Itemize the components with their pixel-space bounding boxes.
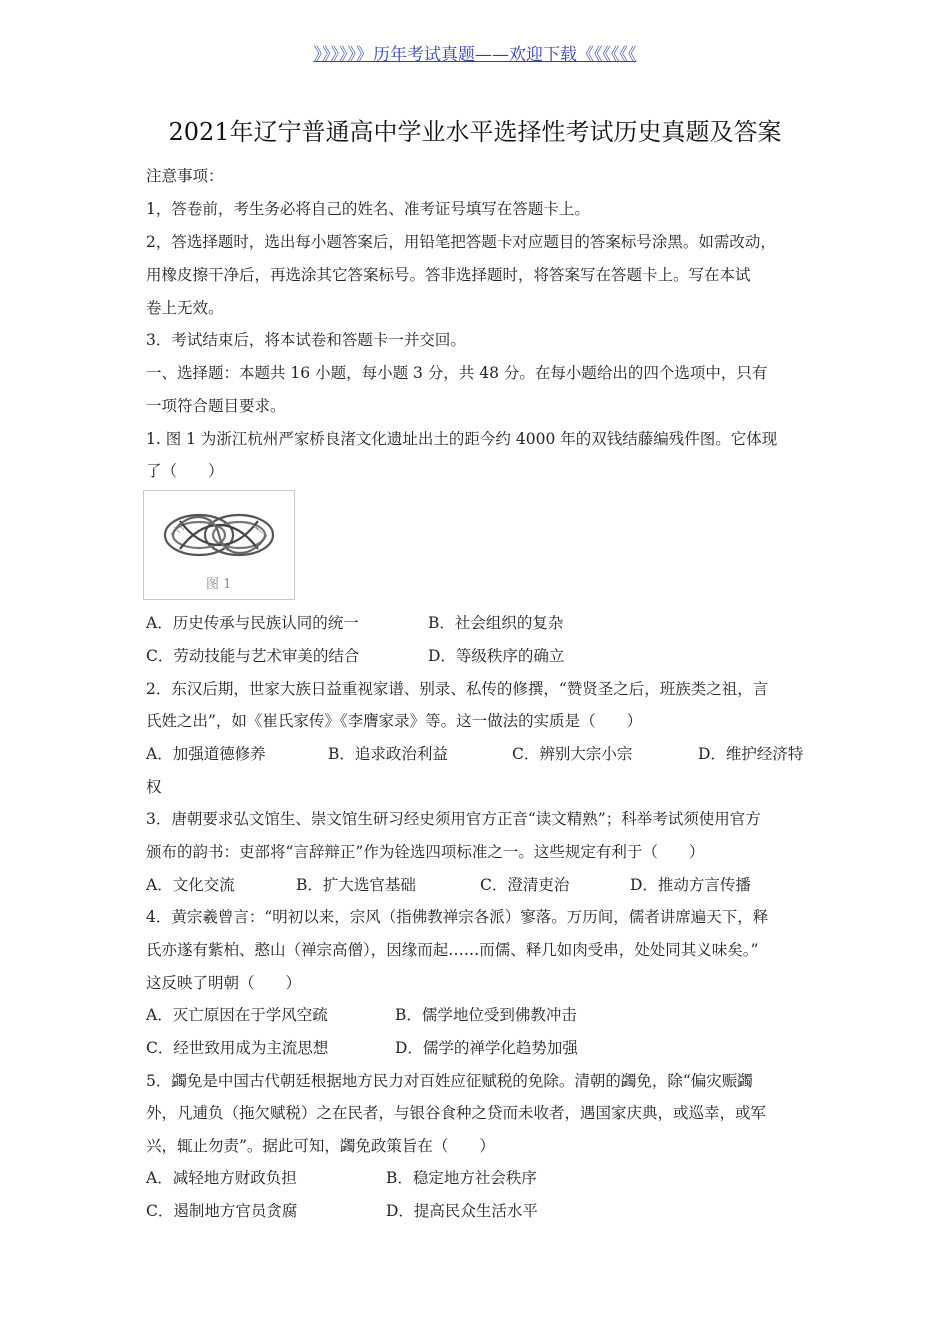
notice-item-2-line-1: 2，答选择题时，选出每小题答案后，用铅笔把答题卡对应题目的答案标号涂黑。如需改动， bbox=[146, 233, 776, 251]
q4-stem-line-2: 氏亦遂有紫柏、憨山（禅宗高僧），因缘而起……而儒、释几如肉受串，处处同其义味矣。” bbox=[146, 941, 759, 959]
q1-option-b: B．社会组织的复杂 bbox=[428, 614, 564, 632]
q5-option-c: C．遏制地方官员贪腐 bbox=[146, 1202, 298, 1220]
page-title: 2021年辽宁普通高中学业水平选择性考试历史真题及答案 bbox=[168, 118, 782, 146]
q2-option-c: C．辨别大宗小宗 bbox=[512, 745, 633, 763]
q1-option-a: A．历史传承与民族认同的统一 bbox=[146, 614, 359, 632]
section-intro-line-1: 一、选择题：本题共 16 小题，每小题 3 分，共 48 分。在每小题给出的四个选项中，只有 bbox=[146, 364, 768, 382]
q4-option-c: C．经世致用成为主流思想 bbox=[146, 1039, 329, 1057]
q4-option-d: D．儒学的禅学化趋势加强 bbox=[395, 1039, 578, 1057]
q3-stem-line-1: 3．唐朝要求弘文馆生、崇文馆生研习经史须用官方正音“读文精熟”；科举考试须使用官方 bbox=[146, 810, 761, 828]
q4-stem-line-3: 这反映了明朝（ ） bbox=[146, 974, 302, 992]
q5-stem-line-3: 兴，辄止勿责”。据此可知，蠲免政策旨在（ ） bbox=[146, 1137, 495, 1155]
q4-option-b: B．儒学地位受到佛教冲击 bbox=[395, 1006, 577, 1024]
q1-option-d: D．等级秩序的确立 bbox=[428, 647, 565, 665]
q5-stem-line-2: 外，凡逋负（拖欠赋税）之在民者，与银谷食种之贷而未收者，遇国家庆典，或巡幸，或军 bbox=[146, 1104, 767, 1122]
notice-item-2-line-2: 用橡皮擦干净后，再选涂其它答案标号。答非选择题时，将答案写在答题卡上。写在本试 bbox=[146, 266, 751, 284]
notice-item-3: 3．考试结束后，将本试卷和答题卡一并交回。 bbox=[146, 331, 466, 349]
q3-option-b: B．扩大选官基础 bbox=[296, 876, 416, 894]
q3-option-d: D．推动方言传播 bbox=[630, 876, 751, 894]
figure-1-label: 图 1 bbox=[206, 577, 232, 592]
q2-option-a: A．加强道德修养 bbox=[146, 745, 266, 763]
q1-stem-line-2: 了（ ） bbox=[146, 462, 224, 480]
q2-stem-line-2: 氏姓之出”，如《崔氏家传》《李膺家录》等。这一做法的实质是（ ） bbox=[146, 712, 643, 730]
q3-stem-line-2: 颁布的韵书：吏部将“言辞辩正”作为铨选四项标准之一。这些规定有利于（ ） bbox=[146, 843, 705, 861]
q4-option-a: A．灭亡原因在于学风空疏 bbox=[146, 1006, 328, 1024]
q4-stem-line-1: 4．黄宗羲曾言：“明初以来，宗风（指佛教禅宗各派）寥落。万历间，儒者讲席遍天下，释 bbox=[146, 908, 769, 926]
q5-option-d: D．提高民众生活水平 bbox=[386, 1202, 538, 1220]
notice-heading: 注意事项： bbox=[146, 167, 224, 185]
q3-option-a: A．文化交流 bbox=[146, 876, 235, 894]
q1-stem-line-1: 1. 图 1 为浙江杭州严家桥良渚文化遗址出土的距今约 4000 年的双钱结藤编残件图。它体现 bbox=[146, 430, 778, 448]
notice-item-1: 1，答卷前，考生务必将自己的姓名、准考证号填写在答题卡上。 bbox=[146, 200, 590, 218]
download-link[interactable]: 》》》》》》历年考试真题——欢迎下载《《《《《《 bbox=[313, 45, 637, 65]
q5-stem-line-1: 5．蠲免是中国古代朝廷根据地方民力对百姓应征赋税的免除。清朝的蠲免，除“偏灾赈蠲 bbox=[146, 1072, 753, 1090]
notice-item-2-line-3: 卷上无效。 bbox=[146, 299, 224, 317]
q5-option-b: B．稳定地方社会秩序 bbox=[386, 1169, 537, 1187]
q2-option-d-continued: 权 bbox=[146, 778, 162, 796]
q2-option-d: D．维护经济特 bbox=[698, 745, 804, 763]
q2-option-b: B．追求政治利益 bbox=[328, 745, 448, 763]
q3-option-c: C．澄清吏治 bbox=[480, 876, 570, 894]
q2-stem-line-1: 2．东汉后期，世家大族日益重视家谱、别录、私传的修撰，“赞贤圣之后，班族类之祖，言 bbox=[146, 680, 769, 698]
figure-1-image bbox=[143, 490, 295, 600]
q1-option-c: C．劳动技能与艺术审美的结合 bbox=[146, 647, 360, 665]
section-intro-line-2: 一项符合题目要求。 bbox=[146, 397, 286, 415]
q5-option-a: A．减轻地方财政负担 bbox=[146, 1169, 297, 1187]
